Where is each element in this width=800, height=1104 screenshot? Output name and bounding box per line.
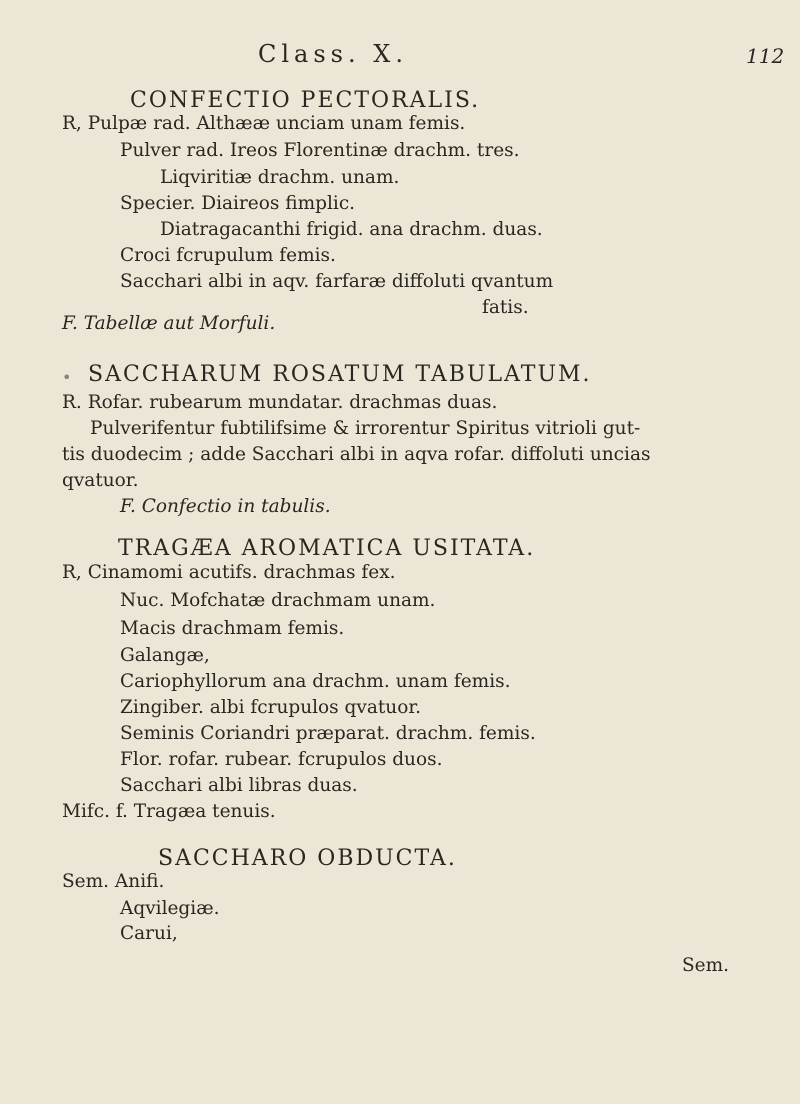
recipe-line: Pulverifentur fubtilifsime & irrorentur Spiritus vitrioli gut- — [90, 418, 641, 439]
recipe-line: Flor. rofar. rubear. fcrupulos duos. — [120, 749, 443, 770]
recipe-line: Pulver rad. Ireos Florentinæ drachm. tres. — [120, 140, 520, 161]
page-number: 112 — [746, 44, 785, 68]
recipe-line: Carui, — [120, 923, 178, 944]
running-title: Class. X. — [258, 40, 408, 68]
recipe-line: R. Rofar. rubearum mundatar. drachmas duas. — [62, 392, 498, 413]
recipe-line: Macis drachmam femis. — [120, 618, 345, 639]
recipe-line: Diatragacanthi frigid. ana drachm. duas. — [160, 219, 543, 240]
recipe-line: tis duodecim ; adde Sacchari albi in aqva rofar. diffoluti uncias — [62, 444, 651, 465]
recipe-line: Croci fcrupulum femis. — [120, 245, 336, 266]
section-title-confectio-pectoralis: CONFECTIO PECTORALIS. — [130, 88, 481, 113]
section-title-tragaea-aromatica: TRAGÆA AROMATICA USITATA. — [118, 536, 536, 561]
recipe-line: Aqvilegiæ. — [120, 898, 220, 919]
recipe-line: Sacchari albi libras duas. — [120, 775, 358, 796]
recipe-line: qvatuor. — [62, 470, 139, 491]
recipe-line: Sacchari albi in aqv. farfaræ diffoluti qvantum — [120, 271, 554, 292]
catchword: Sem. — [682, 955, 730, 976]
recipe-instruction: F. Confectio in tabulis. — [120, 496, 331, 517]
recipe-instruction: Mifc. f. Tragæa tenuis. — [62, 801, 276, 822]
recipe-line: Liqviritiæ drachm. unam. — [160, 167, 400, 188]
recipe-line: Sem. Anifi. — [62, 871, 165, 892]
recipe-line: Seminis Coriandri præparat. drachm. femis. — [120, 723, 536, 744]
bullet-mark: • — [62, 368, 72, 387]
recipe-line: fatis. — [482, 297, 529, 318]
section-title-saccharum-rosatum: SACCHARUM ROSATUM TABULATUM. — [88, 362, 592, 387]
section-title-saccharo-obducta: SACCHARO OBDUCTA. — [158, 846, 457, 871]
recipe-line: Zingiber. albi fcrupulos qvatuor. — [120, 697, 422, 718]
recipe-instruction: F. Tabellæ aut Morfuli. — [62, 313, 276, 334]
recipe-line: Cariophyllorum ana drachm. unam femis. — [120, 671, 511, 692]
recipe-line: Nuc. Mofchatæ drachmam unam. — [120, 590, 436, 611]
recipe-line: Galangæ, — [120, 645, 210, 666]
recipe-line: Specier. Diaireos fimplic. — [120, 193, 356, 214]
recipe-line: R, Cinamomi acutifs. drachmas fex. — [62, 562, 396, 583]
recipe-line: R, Pulpæ rad. Althææ unciam unam femis. — [62, 113, 466, 134]
